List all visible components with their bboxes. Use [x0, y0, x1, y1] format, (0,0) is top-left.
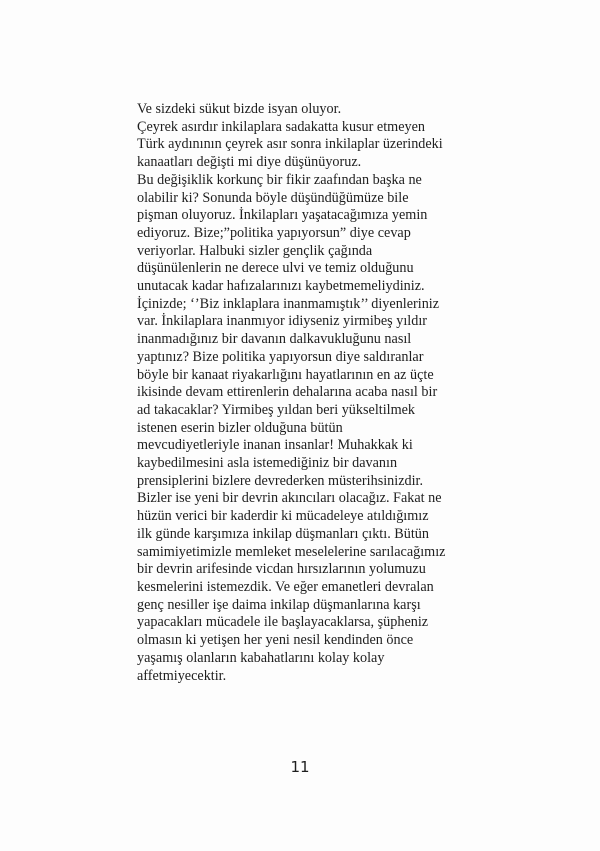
text-line: İçinizde; ‘’Biz inklaplara inanmamıştık’’ diyenleriniz: [137, 295, 440, 312]
text-line: bir devrin arifesinde vicdan hırsızlarının yolumuzu: [137, 561, 426, 578]
text-line: kaybedilmesini asla istemediğiniz bir davanın: [137, 455, 398, 472]
text-line: hüzün verici bir kaderdir ki mücadeleye atıldığımız: [137, 508, 429, 525]
text-line: prensiplerini bizlere devrederken müsterihsinizdir.: [137, 472, 424, 489]
text-line: inanmadığınız bir davanın dalkavukluğunu nasıl: [137, 331, 412, 348]
text-line: samimiyetimizle memleket meselelerine sarılacağımız: [137, 543, 446, 560]
text-line: veriyorlar. Halbuki sizler gençlik çağında: [137, 242, 373, 259]
text-line: genç nesiller işe daima inkilap düşmanlarına karşı: [137, 596, 421, 613]
text-line: Türk aydınının çeyrek asır sonra inkilaplar üzerindeki: [137, 136, 443, 153]
text-line: ad takacaklar? Yirmibeş yıldan beri yükseltilmek: [137, 401, 416, 418]
text-line: Bu değişiklik korkunç bir fikir zaafından başka ne: [137, 171, 422, 188]
text-line: yaşamış olanların kabahatlarını kolay kolay: [137, 649, 385, 666]
text-line: unutacak kadar hafızalarınızı kaybetmemeliydiniz.: [137, 278, 425, 295]
text-line: ikisinde devam ettirenlerin dehalarına acaba nasıl bir: [137, 384, 438, 401]
text-line: kesmelerini istemezdik. Ve eğer emanetleri devralan: [137, 578, 434, 595]
text-line: affetmiyecektir.: [137, 667, 227, 684]
text-line: mevcudiyetleriyle inanan insanlar! Muhakkak ki: [137, 437, 413, 454]
text-line: pişman oluyoruz. İnkilapları yaşatacağımıza yemin: [137, 207, 428, 224]
text-line: ilk günde karşımıza inkilap düşmanları çıktı. Bütün: [137, 525, 429, 542]
text-line: var. İnkilaplara inanmıyor idiyseniz yirmibeş yıldır: [137, 313, 427, 330]
text-line: düşünülenlerin ne derece ulvi ve temiz olduğunu: [137, 260, 414, 277]
text-line: olmasın ki yetişen her yeni nesil kendinden önce: [137, 632, 414, 649]
text-line: istenen eserin bizler olduğuna bütün: [137, 419, 343, 436]
text-line: ediyoruz. Bize;”politika yapıyorsun” diye cevap: [137, 224, 411, 241]
text-line: olabilir ki? Sonunda böyle düşündüğümüze bile: [137, 189, 409, 206]
text-line: yapacakları mücadele ile başlayacaklarsa, şüpheniz: [137, 614, 429, 631]
text-line: Ve sizdeki sükut bizde isyan oluyor.: [137, 101, 342, 117]
text-line: böyle bir kanaat riyakarlığını hayatlarının en az üçte: [137, 366, 434, 383]
text-line: Bizler ise yeni bir devrin akıncıları olacağız. Fakat ne: [137, 490, 442, 507]
body-text: [137, 101, 457, 685]
text-line: Çeyrek asırdır inkilaplara sadakatta kusur etmeyen: [137, 118, 425, 135]
page-number: 11: [290, 758, 310, 776]
text-line: kanaatları değişti mi diye düşünüyoruz.: [137, 154, 362, 171]
text-line: yaptınız? Bize politika yapıyorsun diye saldıranlar: [137, 348, 424, 365]
